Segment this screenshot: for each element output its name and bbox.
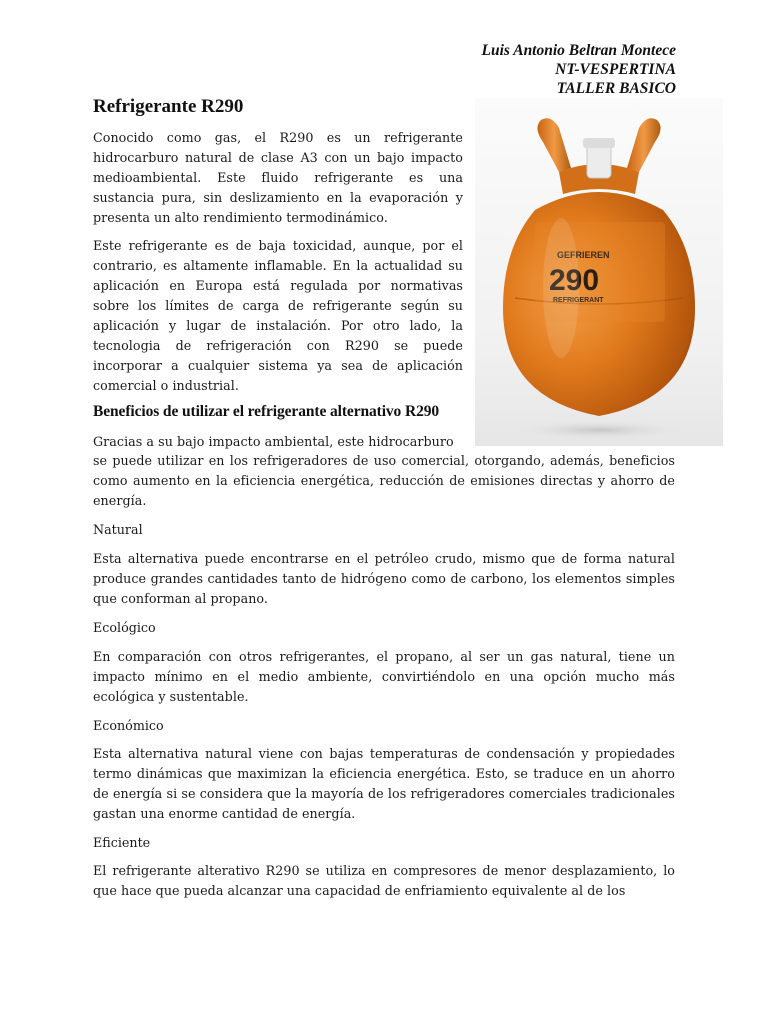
benefits-intro-paragraph: se puede utilizar en los refrigeradores de uso comercial, otorgando, además, beneficios como aumento en la eficiencia energética, reducción de emisiones directas y ahorro de energía. bbox=[93, 453, 675, 508]
section-text-natural: Esta alternativa puede encontrarse en el petróleo crudo, mismo que de forma natural produce grandes cantidades tanto de hidrógeno como de carbono, los elementos simples que conforman al propano. bbox=[93, 551, 675, 606]
refrigerant-label: REFRIGERANT bbox=[553, 297, 604, 304]
document-title: Refrigerante R290 bbox=[93, 96, 244, 117]
intro-paragraph-2: Este refrigerante es de baja toxicidad, aunque, por el contrario, es altamente inflamable. En la actualidad su aplicación en Europa está regulada por normativas sobre los límites de carga de refrigerante según su aplicación y lugar de instalación. Por otro lado, la tecnologia de refrigeración con R290 se puede incorporar a cualquier sistema ya sea de aplicación comercial o industrial. bbox=[93, 238, 463, 393]
document-header bbox=[482, 41, 677, 98]
course-name: TALLER BASICO bbox=[556, 80, 676, 97]
cylinder-illustration bbox=[475, 98, 723, 446]
intro-paragraph-1: Conocido como gas, el R290 es un refrigerante hidrocarburo natural de clase A3 con un bajo impacto medioambiental. Este fluido refrigerante es una sustancia pura, sin deslizamiento en la evaporación y presenta un alto rendimiento termodinámico. bbox=[93, 130, 463, 225]
benefits-heading: Beneficios de utilizar el refrigerante alternativo R290 bbox=[93, 403, 440, 420]
author-name: Luis Antonio Beltran Montece bbox=[481, 42, 676, 59]
section-label-natural: Natural bbox=[93, 522, 143, 537]
section-text-ecologico: En comparación con otros refrigerantes, el propano, al ser un gas natural, tiene un impacto mínimo en el medio ambiente, convirtiéndolo en una opción mucho más ecológica y sustentable. bbox=[93, 649, 675, 704]
section-label-economico: Económico bbox=[93, 718, 164, 733]
section-label-eficiente: Eficiente bbox=[93, 835, 151, 850]
product-number: 290 bbox=[549, 264, 600, 297]
floor-shadow bbox=[513, 420, 685, 440]
section-text-economico: Esta alternativa natural viene con bajas temperaturas de condensación y propiedades termo dinámicas que maximizan la eficiencia energética. Esto, se traduce en un ahorro de energía si se considera que la mayoría de los refrigeradores comerciales tradicionales gastan una enorme cantidad de energía. bbox=[93, 746, 675, 821]
refrigerant-cylinder-photo bbox=[475, 98, 723, 446]
section-text-eficiente: El refrigerante alterativo R290 se utiliza en compresores de menor desplazamiento, lo que hace que pueda alcanzar una capacidad de enfriamiento equivalente al de los bbox=[93, 863, 675, 898]
section-label-ecologico: Ecológico bbox=[93, 620, 156, 635]
valve bbox=[583, 138, 615, 178]
brand-label: GEFRIEREN bbox=[557, 250, 610, 260]
group-name: NT-VESPERTINA bbox=[555, 61, 676, 78]
benefits-intro-first-line: Gracias a su bajo impacto ambiental, este hidrocarburo bbox=[93, 434, 454, 449]
